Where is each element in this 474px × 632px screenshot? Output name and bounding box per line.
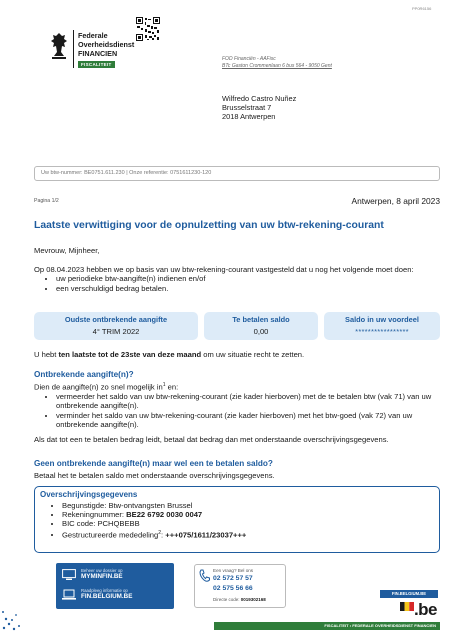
decorative-dots-icon	[0, 598, 40, 632]
footnote-ref: 1	[162, 382, 166, 388]
missing-intro-post: en:	[165, 382, 179, 392]
monitor-icon	[62, 569, 76, 581]
transfer-account	[62, 510, 434, 519]
transfer-title: Overschrijvingsgegevens	[40, 490, 138, 499]
transfer-details-box	[34, 486, 440, 553]
missing-intro-text: Dien de aangifte(n) zo snel mogelijk in	[34, 382, 163, 392]
be-logo: .be	[413, 600, 437, 619]
intro-text: Op 08.04.2023 hebben we op basis van uw btw-rekening-courant vastgesteld dat u nog het volgende moet doen:	[34, 265, 414, 274]
communication-label: Gestructureerde mededeling	[62, 530, 159, 540]
direct-code-value: 0019302168	[240, 597, 266, 602]
fiscaliteit-tag: FISCALITEIT	[78, 61, 115, 68]
letter-date: Antwerpen, 8 april 2023	[351, 196, 440, 206]
footer-branding	[380, 590, 438, 622]
logo-line-3: FINANCIEN	[78, 49, 118, 58]
sender-address	[222, 56, 332, 70]
direct-code-label: Directe code:	[213, 597, 241, 602]
fin-belgium-row[interactable]	[62, 586, 170, 604]
pay-text: Betaal het te betalen saldo met onderstaande overschrijvingsgegevens.	[34, 471, 275, 480]
info-label: Te betalen saldo	[232, 315, 290, 324]
fin-belgium-badge: FIN.BELGIUM.BE	[380, 590, 438, 598]
info-value: 0,00	[253, 327, 269, 336]
bic-value: PCHQBEBB	[97, 519, 140, 529]
missing-item: • verminder het saldo van uw btw-rekening-courant (zie kader hierboven) met het btw-goed (vak 72) van uw ontbrekende aangifte(n).	[56, 411, 440, 430]
beneficiary-value: Btw-ontvangsten Brussel	[108, 501, 193, 510]
intro-item: • een verschuldigd bedrag betalen.	[56, 284, 440, 293]
communication-value: +++075/1611/23037+++	[165, 530, 247, 540]
info-box-balance-due	[204, 312, 318, 340]
recipient-address	[222, 94, 296, 121]
transfer-list	[40, 501, 434, 539]
fin-belgium-link[interactable]: FIN.BELGIUM.BE	[81, 593, 133, 600]
info-value: 4° TRIM 2022	[92, 327, 140, 336]
missing-returns-block	[34, 381, 440, 430]
laptop-icon	[62, 589, 76, 601]
info-label: Oudste ontbrekende aangifte	[64, 315, 168, 324]
info-box-balance-in-favor	[324, 312, 440, 340]
missing-intro	[34, 381, 440, 392]
deadline-text	[34, 350, 440, 359]
phone-number-2[interactable]: 02 575 56 66	[213, 585, 253, 592]
intro-block	[34, 265, 440, 293]
phone-number[interactable]: 02 572 57 57	[213, 575, 253, 582]
fin-belgium-caption: Raadpleeg informatie op	[81, 588, 128, 593]
missing-returns-heading: Ontbrekende aangifte(n)?	[34, 370, 134, 379]
missing-list	[34, 392, 440, 430]
deadline-pre: U hebt	[34, 350, 59, 359]
deadline-post: om uw situatie recht te zetten.	[201, 350, 305, 359]
footer-bar: FISCALITEIT • FEDERALE OVERHEIDSDIENST FINANCIEN	[214, 622, 440, 630]
transfer-beneficiary	[62, 501, 434, 510]
myminfin-row[interactable]	[62, 566, 170, 584]
footer-contact-block	[194, 564, 286, 608]
salutation: Mevrouw, Mijnheer,	[34, 246, 100, 255]
myminfin-link[interactable]: MYMINFIN.BE	[81, 573, 123, 580]
recipient-name: Wilfredo Castro Nuñez	[222, 94, 297, 103]
qr-code-icon	[136, 17, 160, 41]
intro-list	[34, 274, 440, 293]
info-value: *****************	[355, 327, 409, 336]
contact-caption: Een vraag? Bel ons	[213, 568, 254, 573]
account-label: Rekeningnummer:	[62, 510, 127, 520]
direct-code	[213, 597, 266, 602]
phone-icon	[199, 569, 210, 583]
sender-line-2: BTc Gaston Crommenlaan 6 bus 564 - 9050 Gent	[222, 63, 332, 69]
logo-line-2: Overheidsdienst	[78, 40, 135, 49]
belgian-crest-icon	[48, 32, 70, 60]
logo-line-1: Federale	[78, 31, 108, 40]
myminfin-caption: Beheer uw dossier op	[81, 568, 123, 573]
transfer-communication	[62, 529, 434, 540]
communication-separator: :	[161, 530, 166, 540]
page-number: Pagina 1/2	[34, 198, 59, 204]
footnote-ref: 2	[158, 529, 162, 536]
recipient-city: 2018 Antwerpen	[222, 112, 276, 121]
sender-line-1: FOD Financiën - AAFisc	[222, 56, 276, 62]
transfer-bic	[62, 519, 434, 528]
reference-box: Uw btw-nummer: BE0751.611.230 | Onze referentie: 0751611230-120	[34, 166, 440, 181]
account-value: BE22 6792 0030 0047	[126, 510, 203, 520]
footer-online-block	[56, 563, 174, 609]
bic-label: BIC code:	[62, 519, 98, 529]
intro-item: • uw periodieke btw-aangifte(n) indienen en/of	[56, 274, 440, 283]
pay-heading: Geen ontbrekende aangifte(n) maar wel een te betalen saldo?	[34, 459, 273, 468]
document-code: PP0R6156	[412, 6, 432, 11]
deadline-bold: ten laatste tot de 23ste van deze maand	[58, 350, 202, 359]
recipient-street: Brusselstraat 7	[222, 103, 272, 112]
logo-divider	[73, 30, 74, 68]
info-box-oldest-return	[34, 312, 198, 340]
belgian-flag-icon	[400, 602, 414, 611]
info-label: Saldo in uw voordeel	[345, 315, 419, 324]
logo-text	[78, 31, 134, 58]
missing-item: • vermeerder het saldo van uw btw-rekening-courant (zie kader hierboven) met de te betalen btw (vak 71) van uw ontbrekende aangifte(n).	[56, 392, 440, 411]
beneficiary-label: Begunstigde:	[62, 501, 109, 510]
letter-title: Laatste verwittiging voor de opnulzetting van uw btw-rekening-courant	[34, 220, 384, 231]
missing-note: Als dat tot een te betalen bedrag leidt, betaal dat bedrag dan met onderstaande overschrijvingsgegevens.	[34, 435, 389, 444]
